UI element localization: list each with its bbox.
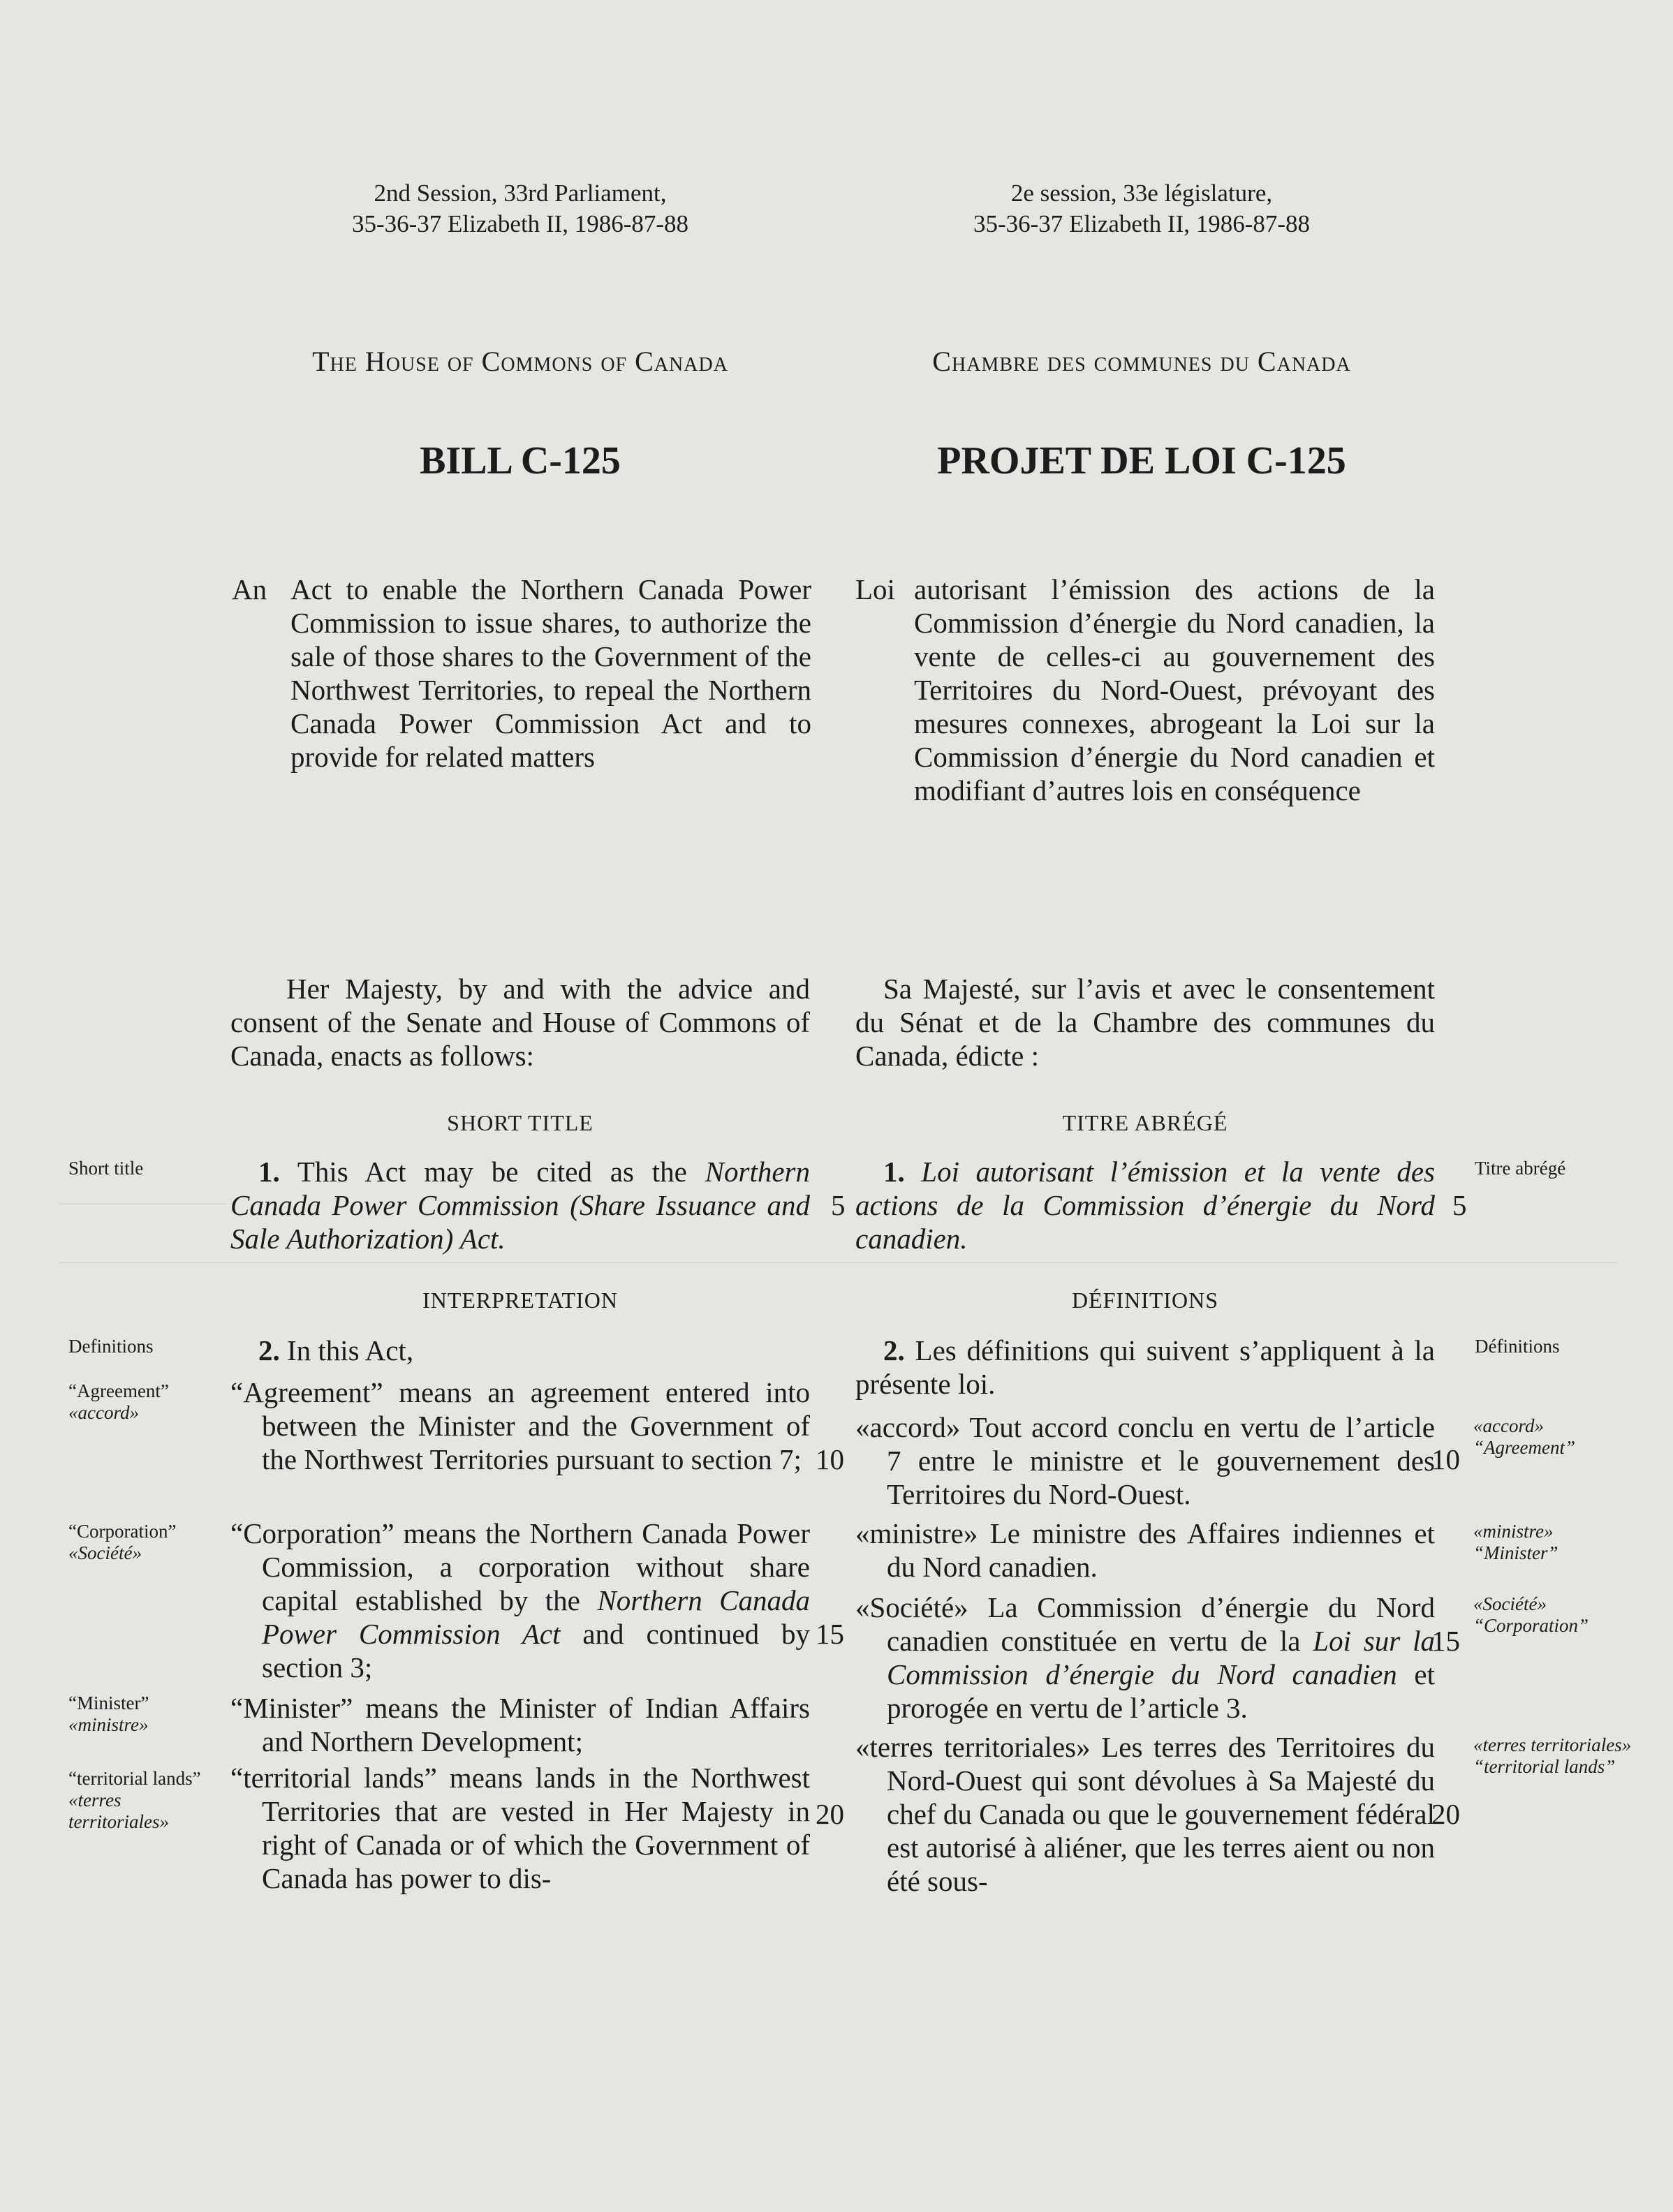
definition-text <box>230 1517 810 1684</box>
definition-societe <box>855 1591 1435 1725</box>
house-name-en: The House of Commons of Canada <box>312 346 728 377</box>
definition-text: “Minister” means the Minister of Indian Affairs and Northern Development; <box>230 1692 810 1757</box>
regnal-years: 35-36-37 Elizabeth II, 1986-87-88 <box>973 210 1311 237</box>
section-number: 2. <box>883 1334 905 1366</box>
definition-terres-territoriales <box>855 1730 1435 1898</box>
session-info-en <box>230 178 810 239</box>
bill-number-en: BILL C-125 <box>420 439 621 482</box>
margin-note-definitions: Definitions <box>68 1336 154 1357</box>
margin-term-en: “Agreement” <box>68 1380 169 1401</box>
line-number: 15 <box>816 1618 844 1650</box>
section-text: Les définitions qui suivent s’appliquent à la présente loi. <box>855 1334 1435 1400</box>
long-title-fr <box>855 573 1435 845</box>
title-lead-word: Loi <box>855 573 895 605</box>
heading-short-title-en: SHORT TITLE <box>447 1110 594 1135</box>
definition-text: «ministre» Le ministre des Affaires indiennes et du Nord canadien. <box>855 1517 1435 1583</box>
margin-note-minister <box>68 1693 229 1736</box>
definition-agreement <box>230 1376 810 1476</box>
section-text: In this Act, <box>287 1334 414 1366</box>
section-number: 1. <box>883 1156 905 1188</box>
section-2-fr <box>855 1334 1435 1401</box>
margin-note-agreement <box>68 1380 229 1424</box>
definition-text: “Agreement” means an agreement entered into between the Minister and the Government of the Northwest Territories pursuant to section 7; <box>230 1376 810 1475</box>
definition-corporation <box>230 1517 810 1684</box>
act-short-title: Loi autorisant l’émission et la vente des actions de la Commission d’énergie du Nord canadien. <box>855 1156 1435 1255</box>
section-2-en <box>230 1334 810 1367</box>
margin-note-accord <box>1473 1415 1634 1459</box>
margin-note-titre-abrege: Titre abrégé <box>1475 1158 1566 1179</box>
definition-text: «terres territoriales» Les terres des Territoires du Nord-Ouest qui sont dévolues à Sa Majesté du chef du Canada ou que le gouvernement fédéral est autorisé à aliéner, que les terres aient ou non été sous- <box>855 1731 1435 1897</box>
margin-term-en: “territorial lands” <box>68 1768 201 1789</box>
bill-number-fr: PROJET DE LOI C-125 <box>937 439 1346 482</box>
definition-part: «Société» La Commission d’énergie du Nord canadien constituée en vertu de la <box>855 1591 1435 1657</box>
section-1-fr <box>855 1155 1435 1255</box>
margin-term-fr: «ministre» <box>68 1714 149 1735</box>
line-number: 5 <box>1452 1189 1467 1221</box>
margin-term-fr: «terres territoriales» <box>1473 1734 1632 1755</box>
house-name-fr: Chambre des communes du Canada <box>932 346 1351 377</box>
margin-note-ministre <box>1473 1521 1634 1564</box>
margin-note-definitions-fr: Définitions <box>1475 1336 1560 1357</box>
margin-term-fr: «accord» <box>68 1402 139 1423</box>
long-title-en <box>232 573 811 810</box>
act-name: Northern Canada Power Commission Act <box>262 1584 810 1650</box>
definition-territorial-lands <box>230 1761 810 1895</box>
line-number: 15 <box>1431 1625 1460 1657</box>
section-1-en <box>230 1155 810 1255</box>
margin-term-fr: «Société» <box>1473 1593 1547 1614</box>
line-number: 5 <box>831 1189 846 1221</box>
line-number: 10 <box>1431 1443 1460 1475</box>
margin-note-territorial-lands <box>68 1768 208 1833</box>
heading-definitions-fr: DÉFINITIONS <box>1071 1288 1219 1313</box>
margin-term-en: “Corporation” <box>68 1521 177 1542</box>
definition-text: «accord» Tout accord conclu en vertu de l’article 7 entre le ministre et le gouvernement des Territoires du Nord-Ouest. <box>855 1411 1435 1510</box>
section-number: 1. <box>258 1156 280 1188</box>
act-short-title: Northern Canada Power Commission (Share Issuance and Sale Authorization) Act. <box>230 1156 810 1255</box>
line-number: 10 <box>816 1443 844 1475</box>
margin-term-fr: «terres territoriales» <box>68 1790 170 1832</box>
enacting-clause-en: Her Majesty, by and with the advice and consent of the Senate and House of Commons of Canada, enacts as follows: <box>230 973 810 1072</box>
title-lead-word: An <box>232 573 267 605</box>
session-info-fr <box>852 178 1431 239</box>
definition-accord <box>855 1410 1435 1511</box>
margin-note-short-title: Short title <box>68 1158 144 1179</box>
heading-short-title-fr: TITRE ABRÉGÉ <box>1062 1110 1228 1135</box>
margin-note-terres-territoriales <box>1473 1734 1634 1778</box>
line-number: 20 <box>1431 1798 1460 1830</box>
margin-term-fr: «ministre» <box>1473 1521 1554 1542</box>
margin-term-en: “Minister” <box>1473 1542 1558 1563</box>
title-text: autorisant l’émission des actions de la Commission d’énergie du Nord canadien, la vente de celles-ci au gouvernement des Territoires du Nord-Ouest, prévoyant des mesures connexes, abrogeant la Loi sur la Commission d’énergie du Nord canadien et modifiant d’autres lois en conséquence <box>914 573 1435 806</box>
definition-part: et prorogée en vertu de l’article 3. <box>887 1658 1436 1724</box>
margin-term-en: “Corporation” <box>1473 1615 1589 1636</box>
title-text: Act to enable the Northern Canada Power Commission to issue shares, to authorize the sale of those shares to the Government of the Northwest Territories, to repeal the Northern Canada Power Commission Act and to provide for related matters <box>290 573 811 773</box>
definition-part: and continued by section 3; <box>262 1618 810 1683</box>
session-line: 2e session, 33e législature, <box>1010 179 1273 207</box>
margin-term-en: “Agreement” <box>1473 1437 1575 1458</box>
enacting-clause-fr: Sa Majesté, sur l’avis et avec le consentement du Sénat et de la Chambre des communes du Canada, édicte : <box>855 973 1435 1072</box>
section-rule <box>59 1262 1616 1263</box>
margin-note-corporation <box>68 1521 229 1564</box>
margin-term-en: “Minister” <box>68 1693 149 1713</box>
section-number: 2. <box>258 1334 280 1366</box>
regnal-years: 35-36-37 Elizabeth II, 1986-87-88 <box>351 210 689 237</box>
session-line: 2nd Session, 33rd Parliament, <box>374 179 667 207</box>
definition-part: “Corporation” means the Northern Canada Power Commission, a corporation without share capital established by the <box>230 1517 810 1616</box>
definition-ministre <box>855 1517 1435 1584</box>
margin-term-en: “territorial lands” <box>1473 1756 1616 1777</box>
definition-text <box>855 1591 1435 1725</box>
margin-term-fr: «Société» <box>68 1542 142 1563</box>
line-number: 20 <box>816 1798 844 1830</box>
act-name: Loi sur la Commission d’énergie du Nord canadien <box>887 1625 1435 1690</box>
definition-minister <box>230 1691 810 1758</box>
margin-term-fr: «accord» <box>1473 1415 1544 1436</box>
margin-note-societe <box>1473 1593 1634 1637</box>
definition-text: “territorial lands” means lands in the Northwest Territories that are vested in Her Majesty in right of Canada or of which the Government of Canada has power to dis- <box>230 1762 810 1894</box>
heading-interpretation-en: INTERPRETATION <box>422 1288 618 1313</box>
section-text: This Act may be cited as the <box>297 1156 687 1188</box>
